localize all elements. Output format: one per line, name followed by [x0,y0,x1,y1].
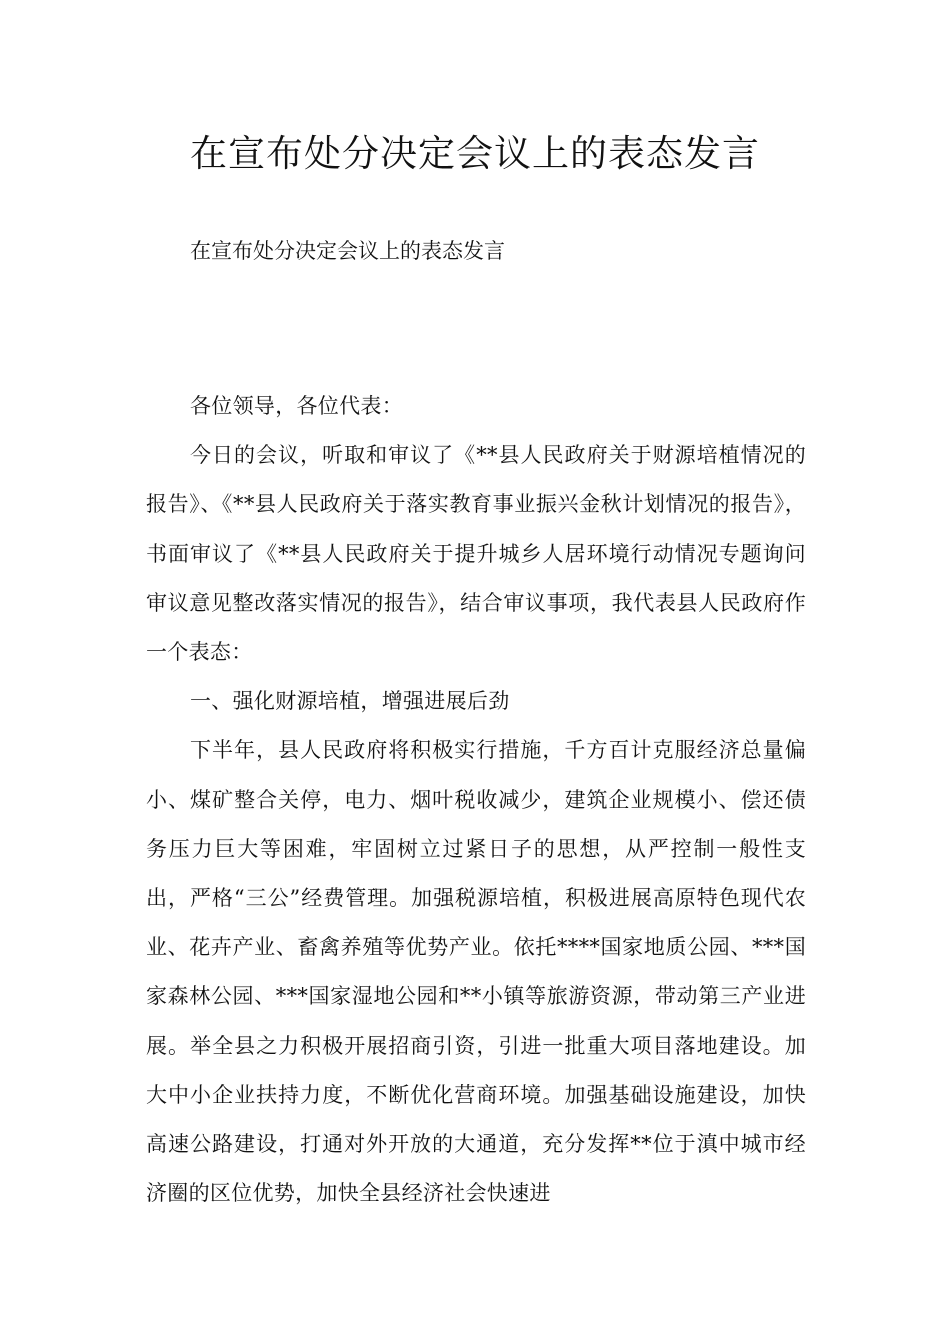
intro-paragraph: 今日的会议，听取和审议了《**县人民政府关于财源培植情况的报告》、《**县人民政府关于落实教育事业振兴金秋计划情况的报告》，书面审议了《**县人民政府关于提升城乡人居环境行动情况专题询问审议意见整改落实情况的报告》，结合审议事项，我代表县人民政府作一个表态： [146,443,806,665]
section-paragraph: 下半年，县人民政府将积极实行措施，千方百计克服经济总量偏小、煤矿整合关停，电力、烟叶税收减少，建筑企业规模小、偿还债务压力巨大等困难，牢固树立过紧日子的思想，从严控制一般性支出，严格“三公”经费管理。加强税源培植，积极进展高原特色现代农业、花卉产业、畜禽养殖等优势产业。依托****国家地质公园、***国家森林公园、***国家湿地公园和**小镇等旅游资源，带动第三产业进展。举全县之力积极开展招商引资，引进一批重大项目落地建设。加大中小企业扶持力度，不断优化营商环境。加强基础设施建设，加快高速公路建设，打通对外开放的大通道，充分发挥**位于滇中城市经济圈的区位优势，加快全县经济社会快速进 [146,738,806,1206]
document-title: 在宣布处分决定会议上的表态发言 [190,132,760,175]
document-subtitle: 在宣布处分决定会议上的表态发言 [190,239,505,263]
section-heading: 一、强化财源培植，增强进展后劲 [190,689,510,714]
salutation-paragraph: 各位领导，各位代表： [190,394,403,418]
document-body [146,382,806,1218]
